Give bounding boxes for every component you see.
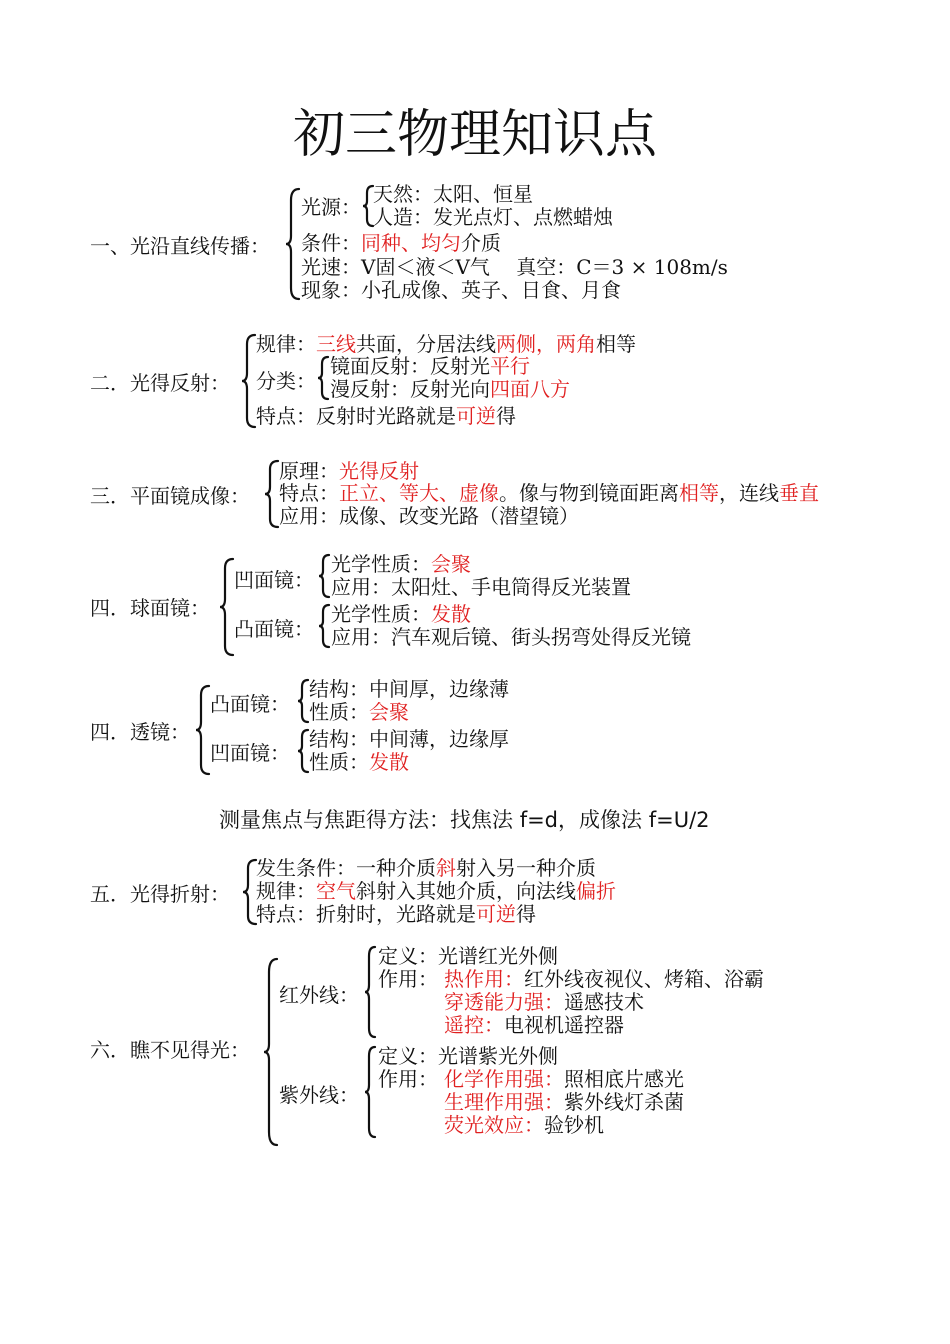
- section-6-label: 六．瞧不见得光：: [90, 1038, 250, 1062]
- section-lens-label: 四．透镜：: [90, 720, 190, 744]
- refraction-condition: 发生条件：一种介质斜射入另一种介质: [256, 856, 596, 880]
- focus-method-line: 测量焦点与焦距得方法：找焦法 f=d，成像法 f=U/2: [219, 808, 710, 832]
- reflection-class-label: 分类：: [256, 369, 316, 393]
- section-5-label: 五．光得折射：: [90, 882, 230, 906]
- convex-mirror-property: 光学性质：发散: [331, 602, 471, 626]
- ultraviolet-label: 紫外线：: [279, 1083, 359, 1107]
- concave-lens-property: 性质：发散: [309, 750, 409, 774]
- infrared-use-3: 遥控：电视机遥控器: [444, 1013, 624, 1037]
- phenomenon-line: 现象：小孔成像、英子、日食、月食: [301, 278, 621, 302]
- light-speed-line: 光速：V固＜液＜V气 真空：C＝3 × 108m/s: [301, 255, 728, 279]
- light-source-label: 光源：: [301, 195, 361, 219]
- plane-mirror-principle: 原理：光得反射: [279, 459, 419, 483]
- ultraviolet-use-1: 化学作用强：照相底片感光: [444, 1067, 684, 1091]
- infrared-label: 红外线：: [279, 983, 359, 1007]
- concave-mirror-label: 凹面镜：: [234, 568, 314, 592]
- convex-mirror-application: 应用：汽车观后镜、街头拐弯处得反光镜: [331, 625, 691, 649]
- brace: [266, 958, 280, 1146]
- diffuse-reflection: 漫反射：反射光向四面八方: [330, 377, 570, 401]
- brace: [366, 946, 378, 1038]
- concave-lens-label: 凹面镜：: [210, 741, 290, 765]
- natural-source: 天然：太阳、恒星: [373, 182, 533, 206]
- plane-mirror-feature: 特点：正立、等大、虚像。像与物到镜面距离相等，连线垂直: [279, 481, 819, 505]
- concave-lens-structure: 结构：中间薄，边缘厚: [309, 727, 509, 751]
- brace: [366, 1046, 378, 1138]
- specular-reflection: 镜面反射：反射光平行: [330, 354, 530, 378]
- refraction-law: 规律：空气斜射入其她介质，向法线偏折: [256, 879, 616, 903]
- ultraviolet-use-label: 作用：: [378, 1067, 438, 1091]
- convex-lens-structure: 结构：中间厚，边缘薄: [309, 677, 509, 701]
- convex-mirror-label: 凸面镜：: [234, 617, 314, 641]
- plane-mirror-application: 应用：成像、改变光路（潜望镜）: [279, 504, 579, 528]
- infrared-use-label: 作用：: [378, 967, 438, 991]
- infrared-use-2: 穿透能力强：遥感技术: [444, 990, 644, 1014]
- page-title: 初三物理知识点: [292, 105, 657, 165]
- ultraviolet-use-3: 荧光效应：验钞机: [444, 1113, 604, 1137]
- brace: [288, 188, 302, 300]
- section-4-label: 四．球面镜：: [90, 596, 210, 620]
- convex-lens-property: 性质：会聚: [309, 700, 409, 724]
- reflection-feature: 特点：反射时光路就是可逆得: [256, 404, 516, 428]
- infrared-use-1: 热作用：红外线夜视仪、烤箱、浴霸: [444, 967, 764, 991]
- concave-mirror-application: 应用：太阳灶、手电筒得反光装置: [331, 575, 631, 599]
- section-2-label: 二．光得反射：: [90, 371, 230, 395]
- ultraviolet-use-2: 生理作用强：紫外线灯杀菌: [444, 1090, 684, 1114]
- convex-lens-label: 凸面镜：: [210, 692, 290, 716]
- ultraviolet-definition: 定义：光谱紫光外侧: [378, 1044, 558, 1068]
- section-3-label: 三．平面镜成像：: [90, 484, 250, 508]
- reflection-law: 规律：三线共面，分居法线两侧，两角相等: [256, 332, 636, 356]
- artificial-source: 人造：发光点灯、点燃蜡烛: [373, 205, 613, 229]
- refraction-feature: 特点：折射时，光路就是可逆得: [256, 902, 536, 926]
- concave-mirror-property: 光学性质：会聚: [331, 552, 471, 576]
- condition-line: 条件：同种、均匀介质: [301, 231, 501, 255]
- section-1-label: 一、光沿直线传播：: [90, 234, 270, 258]
- infrared-definition: 定义：光谱红光外侧: [378, 944, 558, 968]
